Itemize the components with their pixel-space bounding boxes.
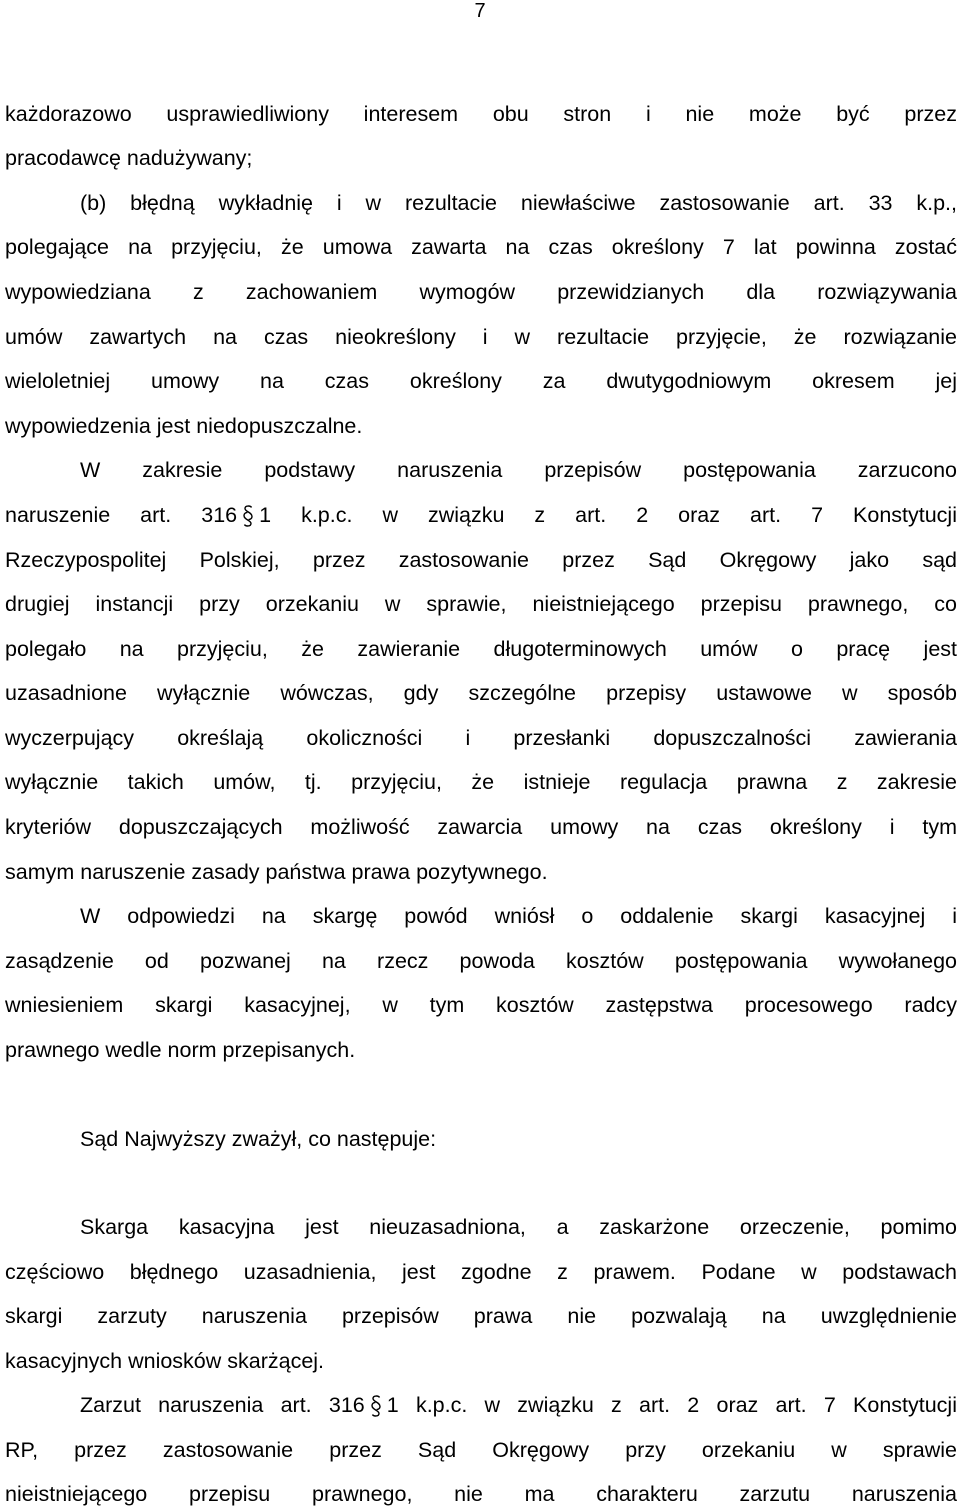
text-line: wypowiedzenia jest niedopuszczalne. xyxy=(5,414,363,438)
section-heading: Sąd Najwyższy zważył, co następuje: xyxy=(80,1127,437,1151)
text-segment: 1 k.p.c. w związku z art. 2 oraz art. 7 Konstytucji xyxy=(386,1393,957,1417)
text-line: zasądzenie od pozwanej na rzecz powoda kosztów postępowania wywołanego xyxy=(5,949,957,973)
text-segment: 1 k.p.c. w związku z art. 2 oraz art. 7 Konstytucji xyxy=(259,503,957,527)
text-line: wniesieniem skargi kasacyjnej, w tym kosztów zastępstwa procesowego radcy xyxy=(5,993,957,1017)
text-segment: Zarzut naruszenia art. 316 xyxy=(80,1393,365,1417)
text-line: uzasadnione wyłącznie wówczas, gdy szczególne przepisy ustawowe w sposób xyxy=(5,681,957,705)
text-line xyxy=(80,1392,957,1418)
text-line: RP, przez zastosowanie przez Sąd Okręgowy przy orzekaniu w sprawie xyxy=(5,1438,957,1462)
text-line: drugiej instancji przy orzekaniu w sprawie, nieistniejącego przepisu prawnego, co xyxy=(5,592,957,616)
text-line xyxy=(5,502,957,528)
text-line: prawnego wedle norm przepisanych. xyxy=(5,1038,356,1062)
text-line: wyłącznie takich umów, tj. przyjęciu, że istnieje regulacja prawna z zakresie xyxy=(5,770,957,794)
page-number: 7 xyxy=(474,0,486,22)
text-line: każdorazowo usprawiedliwiony interesem obu stron i nie może być przez xyxy=(5,102,957,126)
text-line: W zakresie podstawy naruszenia przepisów postępowania zarzucono xyxy=(80,458,957,482)
section-sign-icon xyxy=(241,504,255,528)
text-line: Skarga kasacyjna jest nieuzasadniona, a zaskarżone orzeczenie, pomimo xyxy=(80,1215,957,1239)
text-line: kryteriów dopuszczających możliwość zawarcia umowy na czas określony i tym xyxy=(5,815,957,839)
text-line: samym naruszenie zasady państwa prawa pozytywnego. xyxy=(5,860,548,884)
text-line: skargi zarzuty naruszenia przepisów prawa nie pozwalają na uwzględnienie xyxy=(5,1304,957,1328)
text-line: polegające na przyjęciu, że umowa zawarta na czas określony 7 lat powinna zostać xyxy=(5,235,957,259)
text-line: polegało na przyjęciu, że zawieranie długoterminowych umów o pracę jest xyxy=(5,637,957,661)
text-line: kasacyjnych wniosków skarżącej. xyxy=(5,1349,325,1373)
text-line: wieloletniej umowy na czas określony za dwutygodniowym okresem jej xyxy=(5,369,957,393)
text-line: nieistniejącego przepisu prawnego, nie ma charakteru zarzutu naruszenia xyxy=(5,1482,957,1506)
text-line: (b) błędną wykładnię i w rezultacie niewłaściwe zastosowanie art. 33 k.p., xyxy=(80,191,957,215)
text-line: pracodawcę nadużywany; xyxy=(5,146,253,170)
text-line: wyczerpujący określają okoliczności i przesłanki dopuszczalności zawierania xyxy=(5,726,957,750)
text-line: częściowo błędnego uzasadnienia, jest zgodne z prawem. Podane w podstawach xyxy=(5,1260,957,1284)
text-line: W odpowiedzi na skargę powód wniósł o oddalenie skargi kasacyjnej i xyxy=(80,904,957,928)
text-line: umów zawartych na czas nieokreślony i w rezultacie przyjęcie, że rozwiązanie xyxy=(5,325,957,349)
text-line: wypowiedziana z zachowaniem wymogów przewidzianych dla rozwiązywania xyxy=(5,280,957,304)
text-segment: naruszenie art. 316 xyxy=(5,503,238,527)
text-line: Rzeczypospolitej Polskiej, przez zastosowanie przez Sąd Okręgowy jako sąd xyxy=(5,548,957,572)
section-sign-icon xyxy=(369,1394,383,1418)
